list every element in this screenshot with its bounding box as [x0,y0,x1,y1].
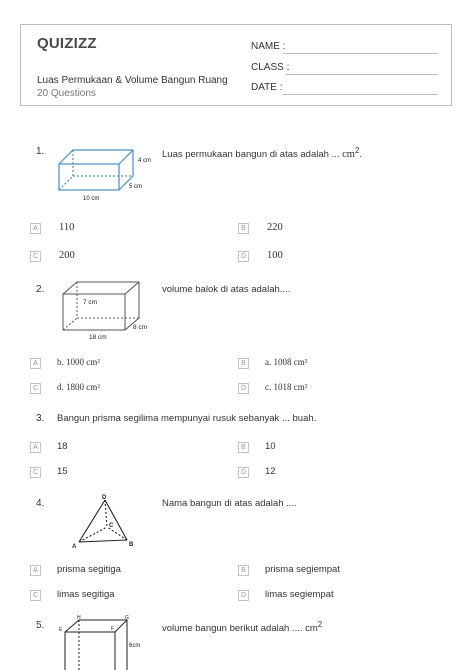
question-2-cuboid-figure [55,278,155,342]
q1-option-d-marker[interactable]: D [238,251,249,262]
question-3-number: 3. [36,413,45,424]
date-line[interactable] [283,94,438,95]
q3-option-d-text[interactable]: 12 [265,466,276,477]
q5-vertex-g: G [125,615,129,621]
worksheet-subtitle: 20 Questions [37,88,96,99]
q2-option-c-text[interactable]: d. 1800 cm² [57,382,100,392]
q4-vertex-b: B [129,542,134,548]
q2-option-d-marker[interactable]: D [238,383,249,394]
question-5-text: volume bangun berikut adalah .... $cm^2$ [162,620,323,635]
q4-vertex-d: D [102,495,107,501]
q1-option-a-text[interactable]: 110 [59,222,75,233]
question-3-text: Bangun prisma segilima mempunyai rusuk sebanyak ... buah. [57,413,317,424]
question-4-number: 4. [36,498,45,509]
q4-option-b-marker[interactable]: B [238,565,249,576]
question-4-text: Nama bangun di atas adalah .... [162,498,297,509]
q1-option-d-text[interactable]: 100 [267,250,283,261]
q4-option-c-marker[interactable]: C [30,590,41,601]
question-4-pyramid-figure [57,493,153,551]
q3-option-a-marker[interactable]: A [30,442,41,453]
q2-height-label: 7 cm [83,299,98,306]
q3-option-c-text[interactable]: 15 [57,466,68,477]
q1-height-label: 4 cm [138,158,152,164]
question-2-number: 2. [36,284,45,295]
q1-width-label: 5 cm [129,184,143,190]
q3-option-b-text[interactable]: 10 [265,441,276,452]
q1-option-b-text[interactable]: 220 [267,222,283,233]
q3-option-b-marker[interactable]: B [238,442,249,453]
q5-vertex-f: F [111,626,115,632]
q1-length-label: 10 cm [83,196,100,202]
q5-vertex-h: H [77,615,81,621]
q5-vertex-e: E [59,627,63,633]
q4-option-b-text[interactable]: prisma segiempat [265,564,340,575]
q2-option-c-marker[interactable]: C [30,383,41,394]
q2-length-label: 18 cm [89,334,107,341]
q2-option-d-text[interactable]: c. 1018 cm² [265,382,308,392]
q2-option-a-text[interactable]: b. 1000 cm² [57,357,100,367]
q1-option-c-text[interactable]: 200 [59,250,75,261]
q3-option-c-marker[interactable]: C [30,467,41,478]
q2-width-label: 8 cm [133,324,148,331]
question-5-number: 5. [36,620,45,631]
q1-option-a-marker[interactable]: A [30,223,41,234]
q5-side-label: 6cm [129,643,141,649]
q4-option-a-text[interactable]: prisma segitiga [57,564,121,575]
q4-option-c-text[interactable]: limas segitiga [57,589,115,600]
question-1-number: 1. [36,146,45,157]
worksheet-header [20,24,452,106]
question-1-text: Luas permukaan bangun di atas adalah ... $cm^2$. [162,146,363,161]
q2-option-b-marker[interactable]: B [238,358,249,369]
q1-option-b-marker[interactable]: B [238,223,249,234]
q4-option-d-text[interactable]: limas segiempat [265,589,334,600]
q4-vertex-a: A [72,544,77,550]
q2-option-a-marker[interactable]: A [30,358,41,369]
class-label: CLASS : [251,62,290,73]
q2-option-b-text[interactable]: a. 1008 cm² [265,357,308,367]
date-label: DATE : [251,82,283,93]
quizizz-logo: QUIZIZZ [37,35,97,52]
q1-option-c-marker[interactable]: C [30,251,41,262]
question-1-cuboid-figure [55,142,155,204]
q4-option-d-marker[interactable]: D [238,590,249,601]
question-5-cube-figure [55,614,145,670]
q4-vertex-c: C [109,523,114,529]
q3-option-a-text[interactable]: 18 [57,441,68,452]
question-2-text: volume balok di atas adalah.... [162,284,291,295]
class-line[interactable] [285,74,438,75]
worksheet-title: Luas Permukaan & Volume Bangun Ruang [37,75,228,86]
q4-option-a-marker[interactable]: A [30,565,41,576]
name-line[interactable] [283,53,438,54]
q3-option-d-marker[interactable]: D [238,467,249,478]
name-label: NAME : [251,41,286,52]
